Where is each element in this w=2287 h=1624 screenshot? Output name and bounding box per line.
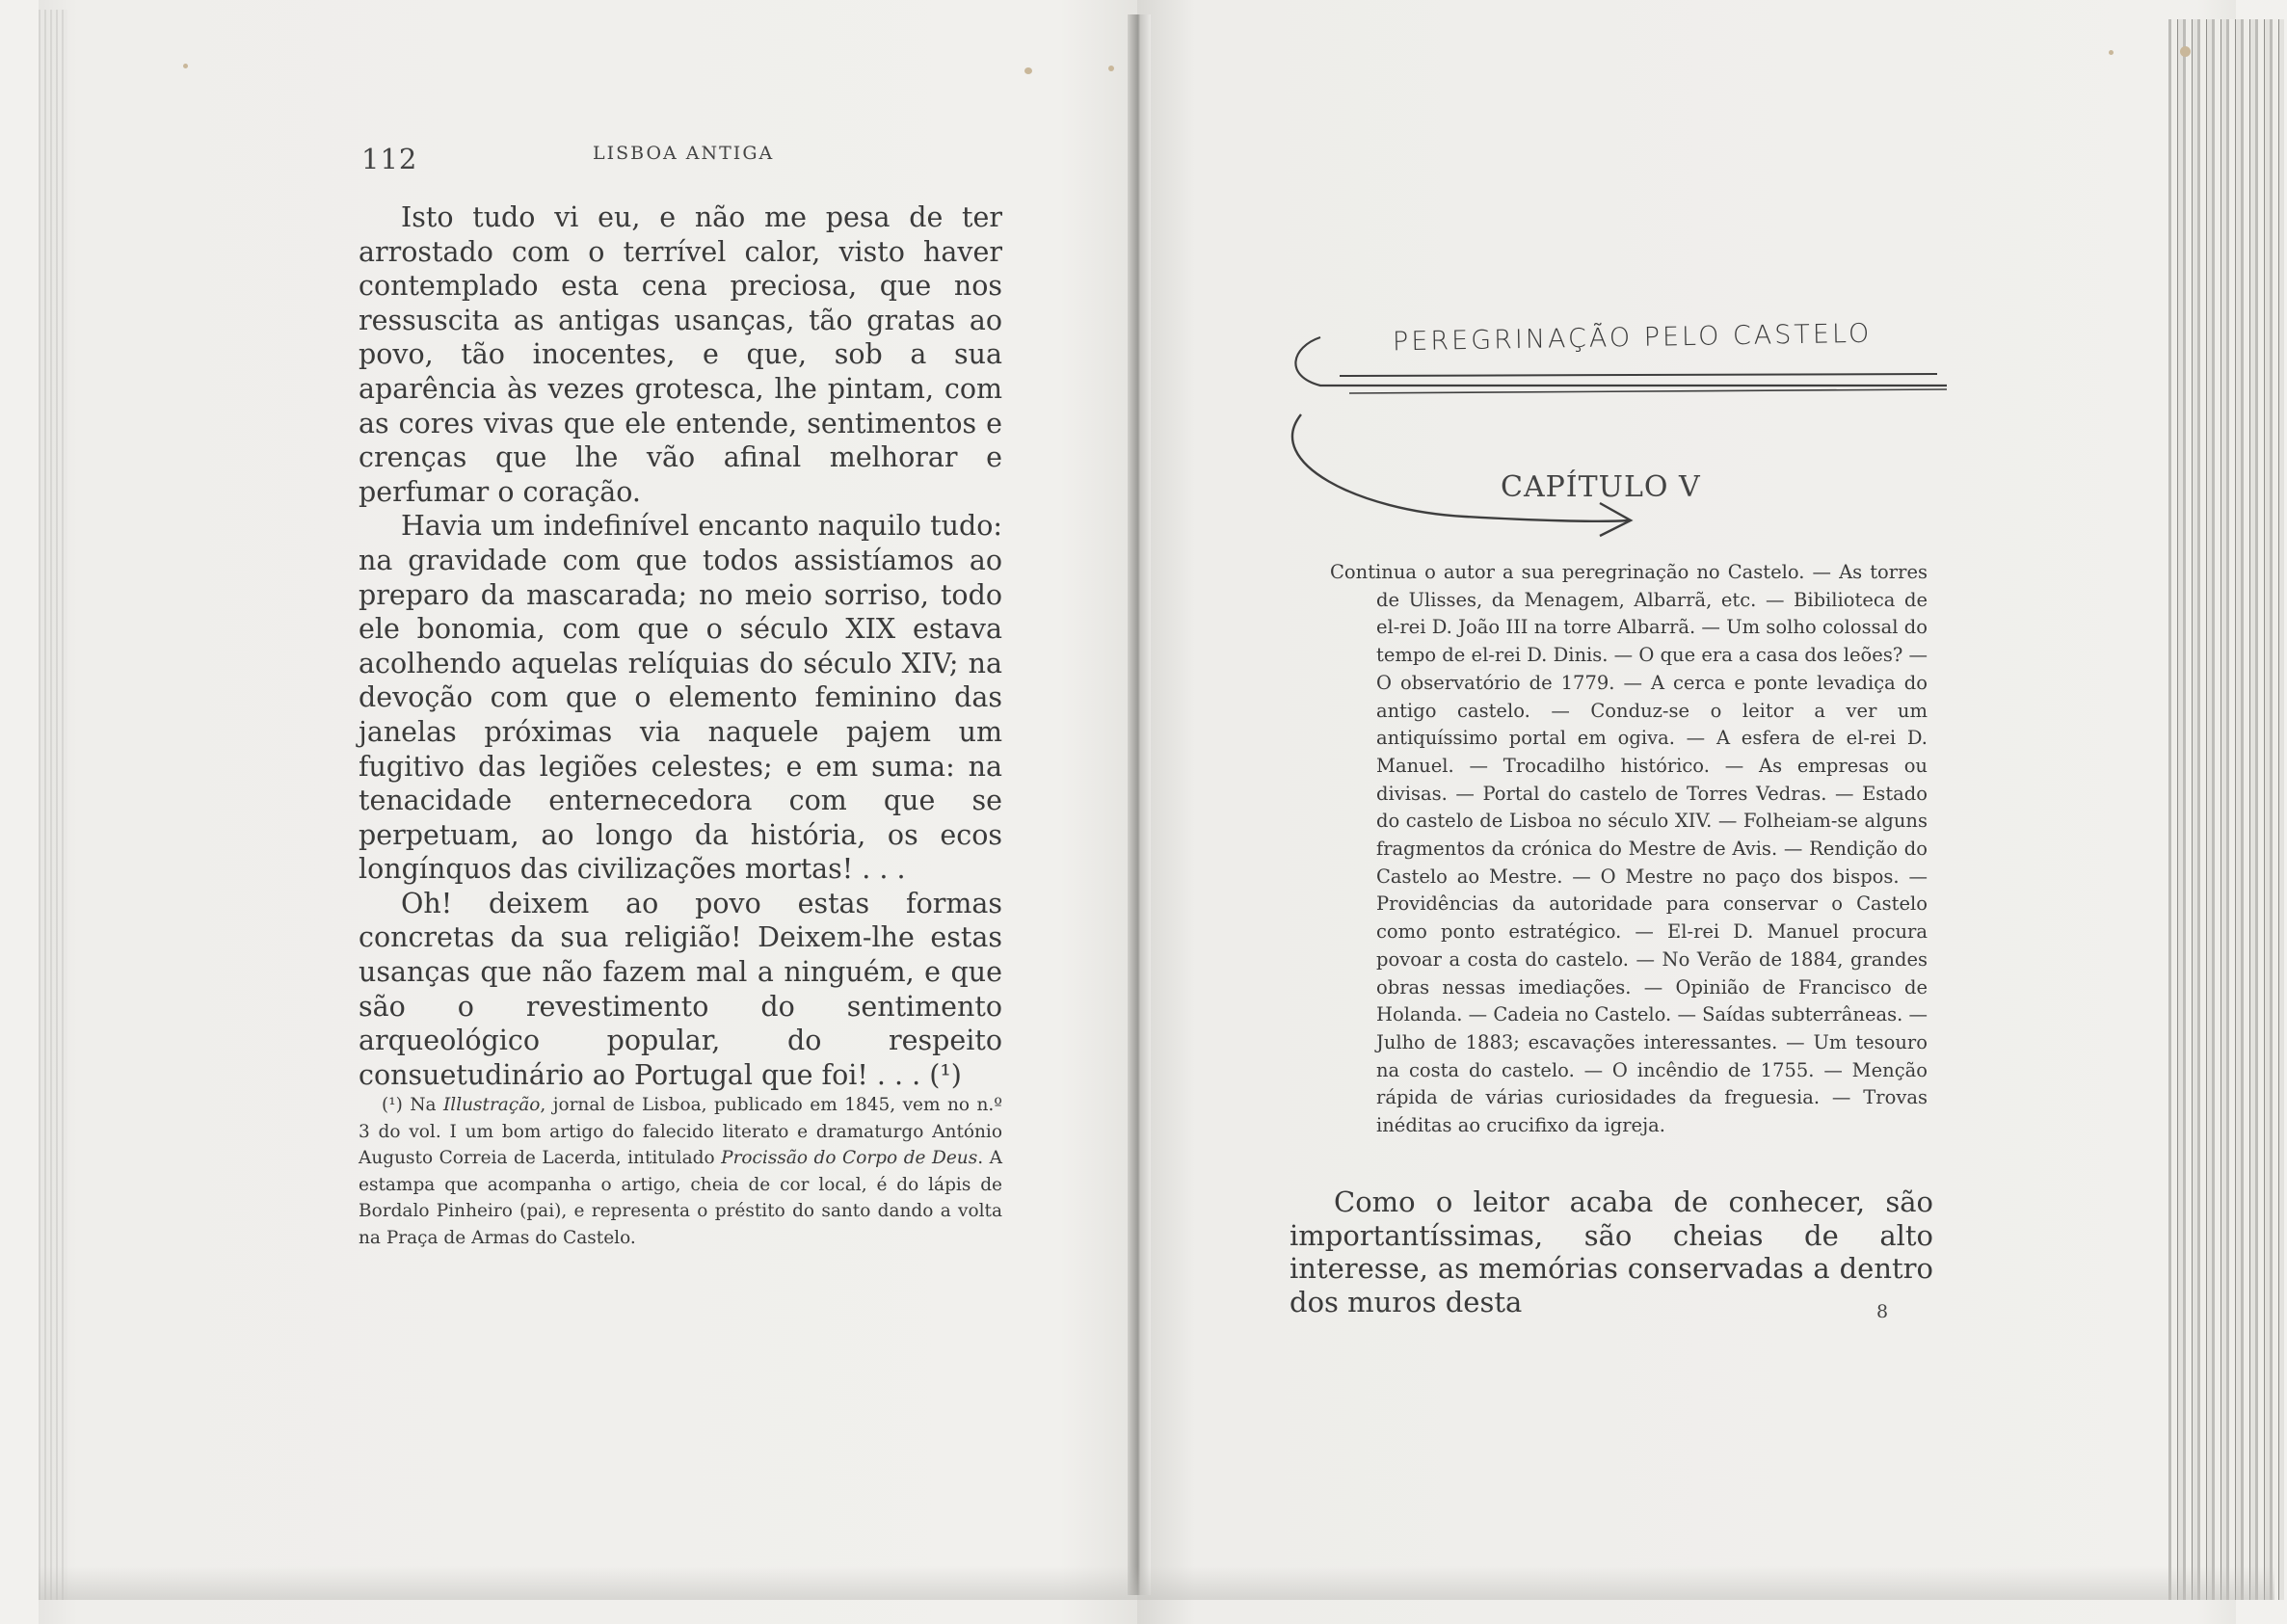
left-body-text bbox=[359, 200, 1002, 1092]
handwritten-underline bbox=[1349, 389, 1947, 393]
handwritten-arrow-curve bbox=[1292, 414, 1629, 521]
foxing-spot bbox=[183, 64, 188, 68]
paragraph: Isto tudo vi eu, e não me pesa de ter arrostado com o terrível calor, visto haver contemplado esta cena preciosa, que nos ressuscita as antigas usanças, tão gratas ao povo, tão inocentes, e que, sob a sua aparência às vezes grotesca, lhe pintam, com as cores vivas que ele entende, sentimentos e crenças que lhe vão afinal melhorar e perfumar o coração. bbox=[359, 201, 1002, 508]
chapter-title: CAPÍTULO V bbox=[1501, 470, 1701, 504]
summary-text: Continua o autor a sua peregrinação no Castelo. — As torres de Ulisses, da Menagem, Albarrã, etc. — Bibilioteca de el-rei D. João III na torre Albarrã. — Um solho colossal do tempo de el-rei D. Dinis. — O que era a casa dos leões? — O observatório de 1779. — A cerca e ponte levadiça do antigo castelo. — Conduz-se o leitor a ver um antiquíssimo portal em ogiva. — A esfera de el-rei D. Manuel. — Trocadilho histórico. — As empresas ou divisas. — Portal do castelo de Torres Vedras. — Estado do castelo de Lisboa no século XIV. — Folheiam-se alguns fragmentos da crónica do Mestre de Avis. — Rendição do Castelo ao Mestre. — O Mestre no paço dos bispos. — Providências da autoridade para conservar o Castelo como ponto estratégico. — El-rei D. Manuel procura povoar a costa do castelo. — No Verão de 1884, grandes obras nessas imediações. — Opinião de Francisco de Holanda. — Cadeia no Castelo. — Saídas subterrâneas. — Julho de 1883; escavações interessantes. — Um tesouro na costa do castelo. — O incêndio de 1755. — Menção rápida de várias curiosidades da freguesia. — Trovas inéditas ao crucifixo da igreja. bbox=[1330, 561, 1928, 1137]
footnote-segment: , jornal de Lisboa, publicado em 1845, vem no n.º 3 do vol. I um bom artigo do falecido literato e dramaturgo António Augusto Correia de Lacerda, intitulado bbox=[359, 1095, 1002, 1168]
footnote-italic: Procissão do Corpo de Deus bbox=[721, 1148, 978, 1168]
handwritten-note: PEREGRINAÇÃO PELO CASTELO bbox=[1392, 318, 1873, 358]
footnote-segment: Na bbox=[410, 1095, 443, 1115]
bottom-shadow bbox=[39, 1566, 2274, 1600]
foxing-spot bbox=[1024, 67, 1032, 74]
chapter-summary bbox=[1330, 559, 1928, 1140]
book-gutter bbox=[1128, 14, 1151, 1595]
running-title: LISBOA ANTIGA bbox=[593, 143, 775, 164]
opening-paragraph: Como o leitor acaba de conhecer, são importantíssimas, são cheias de alto interesse, as memórias conservadas a dentro dos muros desta bbox=[1290, 1185, 1933, 1318]
page-number-left: 112 bbox=[361, 143, 418, 175]
foxing-spot bbox=[2180, 46, 2191, 57]
footnote-italic: Illustração bbox=[442, 1095, 541, 1115]
handwritten-underline bbox=[1340, 374, 1937, 376]
footnote bbox=[359, 1092, 1002, 1251]
paragraph: Havia um indefinível encanto naquilo tudo: na gravidade com que todos assistíamos ao preparo da mascarada; no meio sorriso, todo ele bonomia, com que o século XIX estava acolhendo aquelas relíquias do século XIV; na devoção com que o elemento feminino das janelas próximas via naquele pajem um fugitivo das legiões celestes; e em suma: na tenacidade enternecedora com que se perpetuam, ao longo da história, os ecos longínquos das civilizações mortas! . . . bbox=[359, 510, 1002, 886]
footnote-segment: . A estampa que acompanha o artigo, cheia de cor local, é do lápis de Bordalo Pinheiro (pai), e representa o préstito do santo dando a volta na Praça de Armas do Castelo. bbox=[359, 1148, 1002, 1248]
right-page-edges bbox=[2168, 19, 2284, 1600]
foxing-spot bbox=[1108, 66, 1114, 71]
signature-mark: 8 bbox=[1876, 1301, 1889, 1322]
right-body-text bbox=[1290, 1185, 1933, 1318]
footnote-marker: (¹) bbox=[382, 1095, 403, 1115]
foxing-spot bbox=[2109, 50, 2114, 55]
left-page-edges bbox=[39, 10, 67, 1600]
footnote-text bbox=[359, 1092, 1002, 1251]
paragraph: Oh! deixem ao povo estas formas concretas da sua religião! Deixem-lhe estas usanças que não fazem mal a ninguém, e que são o revestimento do sentimento arqueológico popular, do respeito consuetudinário ao Portugal que foi! . . . (¹) bbox=[359, 887, 1002, 1091]
